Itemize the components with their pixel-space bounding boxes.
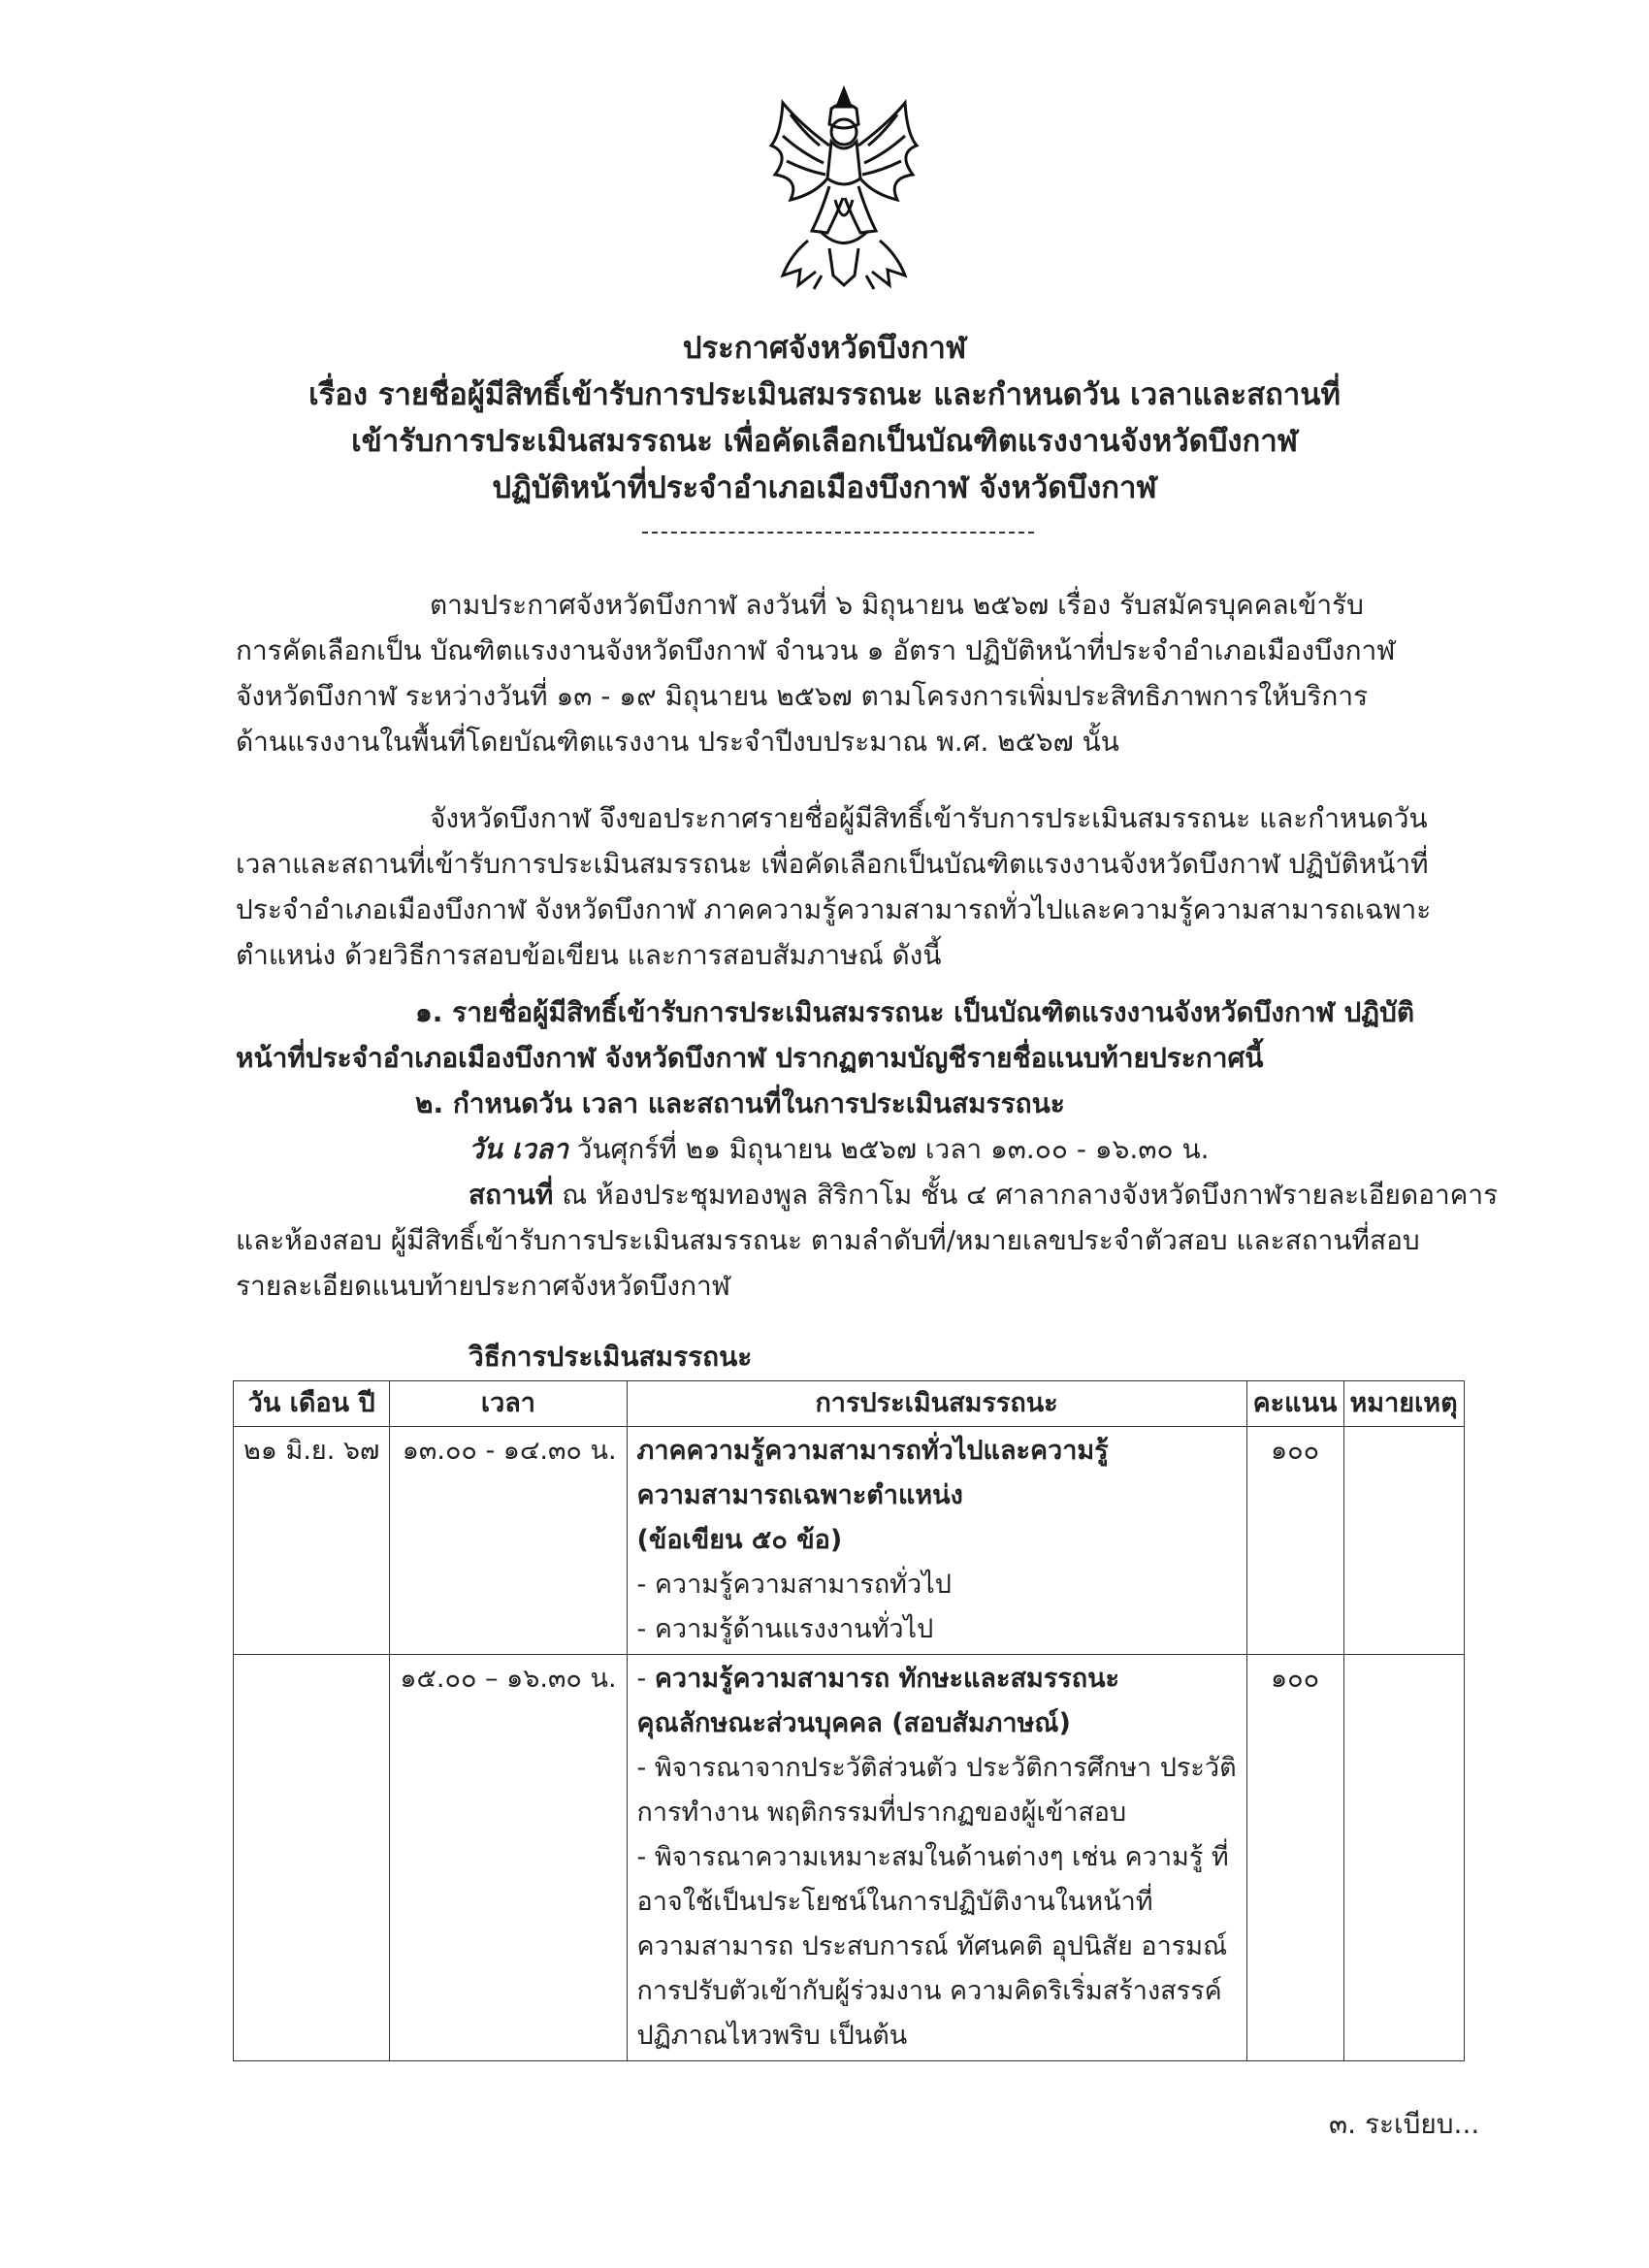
- place-detail-line: รายละเอียดแนบท้ายประกาศจังหวัดบึงกาฬ: [236, 1270, 730, 1302]
- item-line: หน้าที่ประจำอำเภอเมืองบึงกาฬ จังหวัดบึงกาฬ ปรากฏตามบัญชีรายชื่อแนบท้ายประกาศนี้: [236, 1042, 1264, 1074]
- assessment-line: - ความรู้ความสามารถทั่วไป: [636, 1570, 952, 1600]
- score-cell: ๑๐๐: [1246, 1655, 1343, 2061]
- assessment-line: - พิจารณาจากประวัติส่วนตัว ประวัติการศึกษา ประวัติ: [636, 1753, 1237, 1783]
- note-cell: [1343, 1427, 1464, 1655]
- datetime-label: วัน เวลา: [469, 1133, 568, 1165]
- item-2: [236, 1081, 1498, 1309]
- table-row: [234, 1427, 1465, 1655]
- paragraph-2: [236, 795, 1431, 978]
- assessment-line: อาจใช้เป็นประโยชน์ในการปฏิบัติงานในหน้าที่: [636, 1887, 1153, 1917]
- assessment-bold-line: ภาคความรู้ความสามารถทั่วไปและความรู้: [636, 1436, 1109, 1466]
- column-header: คะแนน: [1246, 1381, 1343, 1427]
- paragraph-line: ตำแหน่ง ด้วยวิธีการสอบข้อเขียน และการสอบสัมภาษณ์ ดังนี้: [236, 939, 942, 971]
- divider: [642, 532, 1034, 534]
- table-row: [234, 1655, 1465, 2061]
- title-line: เข้ารับการประเมินสมรรถนะ เพื่อคัดเลือกเป็นบัณฑิตแรงงานจังหวัดบึงกาฬ: [351, 424, 1298, 459]
- place-label: สถานที่: [469, 1179, 554, 1211]
- assessment-bold-line: ความสามารถเฉพาะตำแหน่ง: [636, 1480, 963, 1510]
- item-line: ๑. รายชื่อผู้มีสิทธิ์เข้ารับการประเมินสมรรถนะ เป็นบัณฑิตแรงงานจังหวัดบึงกาฬ ปฏิบัติ: [415, 996, 1415, 1028]
- assessment-line: การทำงาน พฤติกรรมที่ปรากฏของผู้เข้าสอบ: [636, 1798, 1127, 1828]
- item-2-heading: ๒. กำหนดวัน เวลา และสถานที่ในการประเมินสมรรถนะ: [415, 1087, 1065, 1119]
- item-1: [236, 989, 1414, 1081]
- date-cell: [234, 1655, 390, 2061]
- assessment-line: ความสามารถ ประสบการณ์ ทัศนคติ อุปนิสัย อารมณ์: [636, 1931, 1228, 1961]
- paragraph-line: การคัดเลือกเป็น บัณฑิตแรงงานจังหวัดบึงกาฬ จำนวน ๑ อัตรา ปฏิบัติหน้าที่ประจำอำเภอเมืองบึงกาฬ: [236, 634, 1396, 666]
- paragraph-1: [236, 582, 1395, 764]
- assessment-line: - ความรู้ด้านแรงงานทั่วไป: [636, 1614, 934, 1644]
- note-cell: [1343, 1655, 1464, 2061]
- column-header: หมายเหตุ: [1343, 1381, 1464, 1427]
- assessment-bold-line: [637, 1657, 1237, 1701]
- paragraph-line: ด้านแรงงานในพื้นที่โดยบัณฑิตแรงงาน ประจำปีงบประมาณ พ.ศ. ๒๕๖๗ นั้น: [236, 726, 1119, 758]
- assessment-bold-text: ความรู้ความสามารถ ทักษะและสมรรถนะ: [654, 1664, 1120, 1694]
- place-detail-line: และห้องสอบ ผู้มีสิทธิ์เข้ารับการประเมินสมรรถนะ ตามลำดับที่/หมายเลขประจำตัวสอบ และสถานที่สอบ: [236, 1224, 1420, 1256]
- paragraph-line: จังหวัดบึงกาฬ จึงขอประกาศรายชื่อผู้มีสิทธิ์เข้ารับการประเมินสมรรถนะ และกำหนดวัน: [430, 802, 1428, 834]
- title-line: เรื่อง รายชื่อผู้มีสิทธิ์เข้ารับการประเมินสมรรถนะ และกำหนดวัน เวลาและสถานที่: [308, 377, 1341, 412]
- column-header: วัน เดือน ปี: [234, 1381, 390, 1427]
- assessment-table: [233, 1380, 1465, 2061]
- paragraph-line: ประจำอำเภอเมืองบึงกาฬ จังหวัดบึงกาฬ ภาคความรู้ความสามารถทั่วไปและความรู้ความสามารถเฉพาะ: [236, 893, 1432, 925]
- title-line: ปฏิบัติหน้าที่ประจำอำเภอเมืองบึงกาฬ จังหวัดบึงกาฬ: [492, 470, 1157, 505]
- paragraph-line: จังหวัดบึงกาฬ ระหว่างวันที่ ๑๓ - ๑๙ มิถุนายน ๒๕๖๗ ตามโครงการเพิ่มประสิทธิภาพการให้บริการ: [236, 680, 1369, 712]
- place-value: ณ ห้องประชุมทองพูล สิริกาโม ชั้น ๔ ศาลากลางจังหวัดบึงกาฬรายละเอียดอาคาร: [553, 1179, 1499, 1211]
- paragraph-line: เวลาและสถานที่เข้ารับการประเมินสมรรถนะ เพื่อคัดเลือกเป็นบัณฑิตแรงงานจังหวัดบึงกาฬ ปฏิบัติหน้าที่: [236, 848, 1429, 880]
- datetime-value: วันศุกร์ที่ ๒๑ มิถุนายน ๒๕๖๗ เวลา ๑๓.๐๐ - ๑๖.๓๐ น.: [567, 1133, 1210, 1165]
- assessment-cell: [627, 1655, 1246, 2061]
- place-line: [236, 1172, 1498, 1217]
- next-page-reference: ๓. ระเบียบ...: [1329, 2108, 1480, 2140]
- score-cell: ๑๐๐: [1246, 1427, 1343, 1655]
- paragraph-line: ตามประกาศจังหวัดบึงกาฬ ลงวันที่ ๖ มิถุนายน ๒๕๖๗ เรื่อง รับสมัครบุคคลเข้ารับ: [430, 589, 1364, 621]
- assessment-line: - พิจารณาความเหมาะสมในด้านต่างๆ เช่น ความรู้ ที่: [636, 1842, 1229, 1872]
- time-cell: ๑๕.๐๐ – ๑๖.๓๐ น.: [390, 1655, 627, 2061]
- title-line: ประกาศจังหวัดบึงกาฬ: [682, 331, 967, 366]
- table-header-row: [234, 1381, 1465, 1427]
- column-header: การประเมินสมรรถนะ: [627, 1381, 1246, 1427]
- time-cell: ๑๓.๐๐ - ๑๔.๓๐ น.: [390, 1427, 627, 1655]
- assessment-line: การปรับตัวเข้ากับผู้ร่วมงาน ความคิดริเริ่มสร้างสรรค์: [636, 1976, 1222, 2006]
- datetime-line: [236, 1126, 1498, 1172]
- assessment-cell: [627, 1427, 1246, 1655]
- bullet: -: [636, 1664, 655, 1694]
- document-title: [0, 325, 1649, 511]
- assessment-bold-line: คุณลักษณะส่วนบุคคล (สอบสัมภาษณ์): [636, 1708, 1071, 1738]
- assessment-bold-line: (ข้อเขียน ๕๐ ข้อ): [636, 1525, 843, 1555]
- table-caption: วิธีการประเมินสมรรถนะ: [469, 1341, 753, 1373]
- date-cell: ๒๑ มิ.ย. ๖๗: [234, 1427, 390, 1655]
- assessment-line: ปฏิภาณไหวพริบ เป็นต้น: [636, 2021, 908, 2051]
- garuda-emblem-icon: [761, 85, 926, 294]
- column-header: เวลา: [390, 1381, 627, 1427]
